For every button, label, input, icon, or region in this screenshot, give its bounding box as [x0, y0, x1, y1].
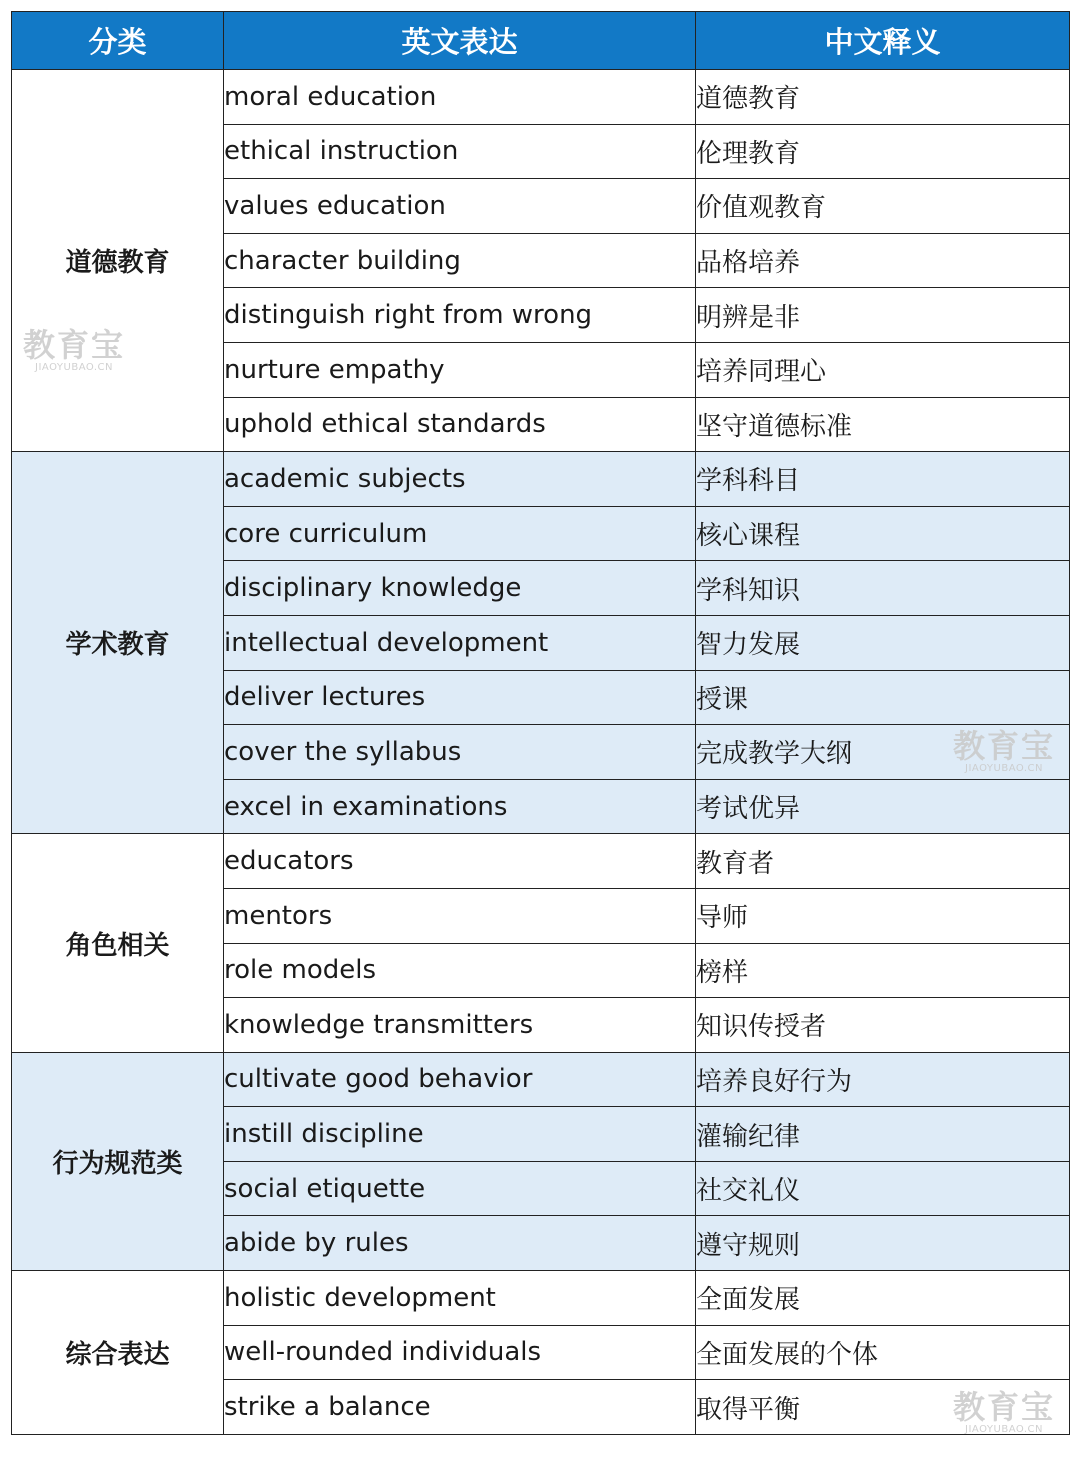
english-term-cell: strike a balance	[224, 1380, 696, 1435]
english-term-cell: educators	[224, 834, 696, 889]
chinese-meaning-cell: 学科知识	[696, 561, 1070, 616]
chinese-meaning-cell: 知识传授者	[696, 998, 1070, 1053]
watermark-logo: 教育宝 JIAOYUBAO.CN	[22, 326, 125, 373]
english-term-cell: moral education	[224, 70, 696, 125]
table-row	[12, 452, 1070, 507]
english-term-cell: intellectual development	[224, 615, 696, 670]
chinese-meaning-cell: 考试优异	[696, 779, 1070, 834]
english-term-cell: instill discipline	[224, 1107, 696, 1162]
english-term-cell: mentors	[224, 888, 696, 943]
english-term-cell: character building	[224, 233, 696, 288]
table-body	[12, 70, 1070, 1435]
category-cell: 学术教育	[12, 452, 224, 834]
table-header-row	[12, 12, 1070, 70]
english-term-cell: academic subjects	[224, 452, 696, 507]
category-cell: 行为规范类	[12, 1052, 224, 1270]
chinese-meaning-cell: 导师	[696, 888, 1070, 943]
table-row	[12, 1271, 1070, 1326]
watermark-logo: 教育宝 JIAOYUBAO.CN	[952, 1388, 1055, 1435]
english-term-cell: deliver lectures	[224, 670, 696, 725]
english-term-cell: disciplinary knowledge	[224, 561, 696, 616]
header-english: 英文表达	[224, 12, 696, 70]
english-term-cell: core curriculum	[224, 506, 696, 561]
watermark-logo: 教育宝 JIAOYUBAO.CN	[952, 727, 1055, 774]
english-term-cell: cultivate good behavior	[224, 1052, 696, 1107]
chinese-meaning-cell: 授课	[696, 670, 1070, 725]
chinese-meaning-cell: 道德教育	[696, 70, 1070, 125]
chinese-meaning-cell: 全面发展的个体	[696, 1325, 1070, 1380]
english-term-cell: holistic development	[224, 1271, 696, 1326]
chinese-meaning-cell: 价值观教育	[696, 179, 1070, 234]
chinese-meaning-cell: 完成教学大纲	[696, 725, 1070, 780]
english-term-cell: nurture empathy	[224, 342, 696, 397]
english-term-cell: social etiquette	[224, 1161, 696, 1216]
header-chinese: 中文释义	[696, 12, 1070, 70]
english-term-cell: well-rounded individuals	[224, 1325, 696, 1380]
category-cell: 角色相关	[12, 834, 224, 1052]
chinese-meaning-cell: 学科科目	[696, 452, 1070, 507]
chinese-meaning-cell: 培养良好行为	[696, 1052, 1070, 1107]
chinese-meaning-cell: 灌输纪律	[696, 1107, 1070, 1162]
english-term-cell: knowledge transmitters	[224, 998, 696, 1053]
english-term-cell: uphold ethical standards	[224, 397, 696, 452]
chinese-meaning-cell: 智力发展	[696, 615, 1070, 670]
english-term-cell: role models	[224, 943, 696, 998]
category-cell: 道德教育	[12, 70, 224, 452]
english-term-cell: excel in examinations	[224, 779, 696, 834]
english-term-cell: cover the syllabus	[224, 725, 696, 780]
chinese-meaning-cell: 明辨是非	[696, 288, 1070, 343]
table-row	[12, 834, 1070, 889]
chinese-meaning-cell: 社交礼仪	[696, 1161, 1070, 1216]
chinese-meaning-cell: 坚守道德标准	[696, 397, 1070, 452]
category-cell: 综合表达	[12, 1271, 224, 1435]
chinese-meaning-cell: 全面发展	[696, 1271, 1070, 1326]
chinese-meaning-cell: 品格培养	[696, 233, 1070, 288]
chinese-meaning-cell: 遵守规则	[696, 1216, 1070, 1271]
chinese-meaning-cell: 教育者	[696, 834, 1070, 889]
chinese-meaning-cell: 核心课程	[696, 506, 1070, 561]
table-row	[12, 1052, 1070, 1107]
chinese-meaning-cell: 伦理教育	[696, 124, 1070, 179]
english-term-cell: values education	[224, 179, 696, 234]
vocabulary-table	[11, 11, 1070, 1435]
english-term-cell: distinguish right from wrong	[224, 288, 696, 343]
chinese-meaning-cell: 取得平衡	[696, 1380, 1070, 1435]
chinese-meaning-cell: 培养同理心	[696, 342, 1070, 397]
header-category: 分类	[12, 12, 224, 70]
english-term-cell: ethical instruction	[224, 124, 696, 179]
table-row	[12, 70, 1070, 125]
chinese-meaning-cell: 榜样	[696, 943, 1070, 998]
english-term-cell: abide by rules	[224, 1216, 696, 1271]
